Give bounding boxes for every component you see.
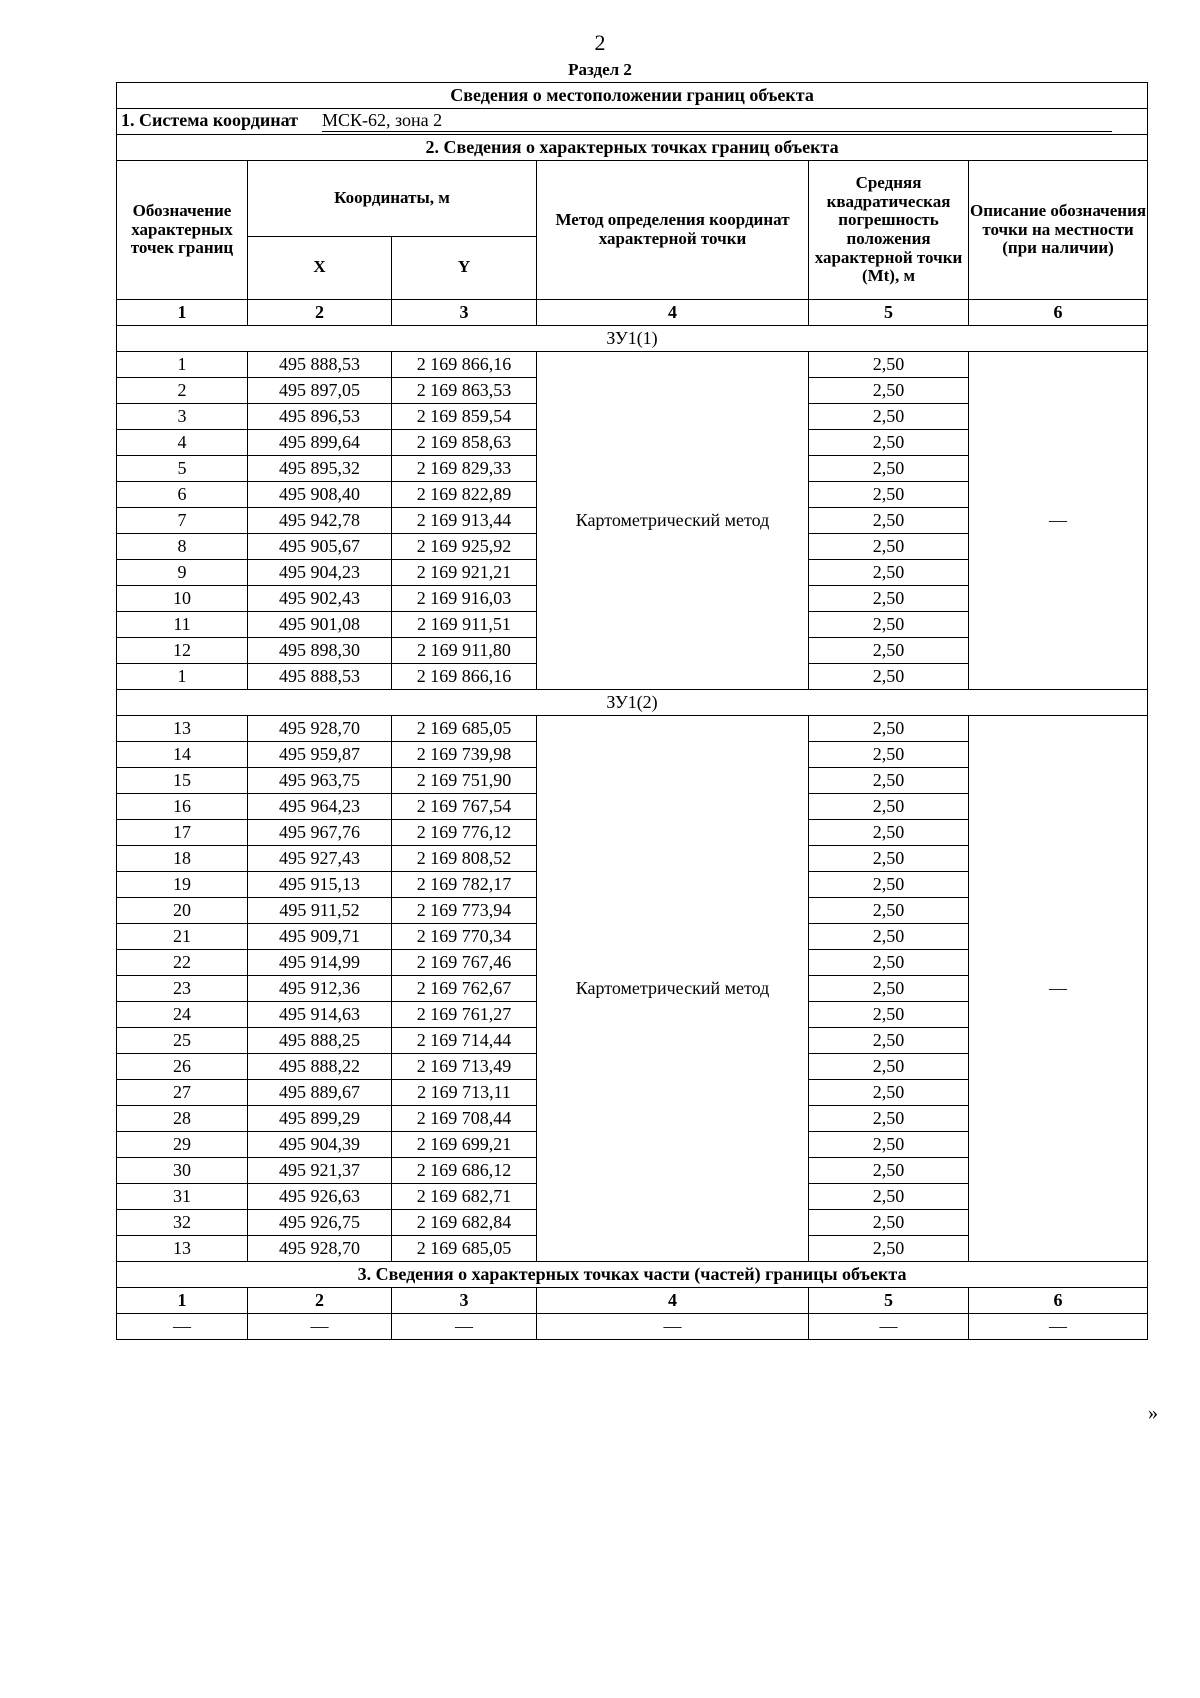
- y-coordinate-cell: 2 169 866,16: [392, 664, 537, 690]
- column-number: 3: [392, 300, 537, 326]
- mean-error-cell: 2,50: [809, 846, 969, 872]
- point-number-cell: 18: [117, 846, 248, 872]
- x-coordinate-cell: 495 898,30: [248, 638, 392, 664]
- point-number-cell: 16: [117, 794, 248, 820]
- x-coordinate-cell: 495 899,29: [248, 1106, 392, 1132]
- header-mean-error: Средняя квадратическая погрешность положения характерной точки (Mt), м: [809, 161, 969, 300]
- boundary-table: [116, 82, 1148, 1340]
- mean-error-cell: 2,50: [809, 716, 969, 742]
- y-coordinate-cell: 2 169 808,52: [392, 846, 537, 872]
- column-numbers-row: [117, 300, 1148, 326]
- x-coordinate-cell: 495 899,64: [248, 430, 392, 456]
- point-number-cell: 21: [117, 924, 248, 950]
- header-x: X: [248, 236, 392, 299]
- y-coordinate-cell: 2 169 913,44: [392, 508, 537, 534]
- y-coordinate-cell: 2 169 767,54: [392, 794, 537, 820]
- table-row: [117, 716, 1148, 742]
- y-coordinate-cell: 2 169 822,89: [392, 482, 537, 508]
- point-number-cell: 31: [117, 1184, 248, 1210]
- mean-error-cell: 2,50: [809, 924, 969, 950]
- column-number: 1: [117, 1288, 248, 1314]
- x-coordinate-cell: 495 964,23: [248, 794, 392, 820]
- mean-error-cell: 2,50: [809, 950, 969, 976]
- y-coordinate-cell: 2 169 685,05: [392, 1236, 537, 1262]
- table-row: [117, 1314, 1148, 1340]
- column-number: 1: [117, 300, 248, 326]
- x-coordinate-cell: 495 908,40: [248, 482, 392, 508]
- coordinate-system-row: [117, 109, 1148, 135]
- header-method: Метод определения координат характерной точки: [537, 161, 809, 300]
- point-number-cell: 26: [117, 1054, 248, 1080]
- x-coordinate-cell: 495 909,71: [248, 924, 392, 950]
- group-name: ЗУ1(1): [117, 326, 1148, 352]
- x-coordinate-cell: 495 911,52: [248, 898, 392, 924]
- mean-error-cell: 2,50: [809, 898, 969, 924]
- point-number-cell: 17: [117, 820, 248, 846]
- y-coordinate-cell: 2 169 686,12: [392, 1158, 537, 1184]
- x-coordinate-cell: 495 927,43: [248, 846, 392, 872]
- y-coordinate-cell: 2 169 921,21: [392, 560, 537, 586]
- y-coordinate-cell: 2 169 739,98: [392, 742, 537, 768]
- point-number-cell: 32: [117, 1210, 248, 1236]
- page-number: 2: [594, 30, 606, 55]
- mean-error-cell: 2,50: [809, 1184, 969, 1210]
- x-coordinate-cell: 495 902,43: [248, 586, 392, 612]
- x-coordinate-cell: 495 959,87: [248, 742, 392, 768]
- x-coordinate-cell: 495 963,75: [248, 768, 392, 794]
- empty-dash-cell: —: [248, 1314, 392, 1340]
- mean-error-cell: 2,50: [809, 1106, 969, 1132]
- x-coordinate-cell: 495 967,76: [248, 820, 392, 846]
- y-coordinate-cell: 2 169 911,80: [392, 638, 537, 664]
- point-number-cell: 25: [117, 1028, 248, 1054]
- mean-error-cell: 2,50: [809, 404, 969, 430]
- y-coordinate-cell: 2 169 858,63: [392, 430, 537, 456]
- mean-error-cell: 2,50: [809, 508, 969, 534]
- header-point-designation: Обозначение характерных точек границ: [117, 161, 248, 300]
- empty-dash-cell: —: [117, 1314, 248, 1340]
- subsection-2-title: 2. Сведения о характерных точках границ объекта: [117, 135, 1148, 161]
- y-coordinate-cell: 2 169 916,03: [392, 586, 537, 612]
- empty-dash-cell: —: [809, 1314, 969, 1340]
- y-coordinate-cell: 2 169 713,49: [392, 1054, 537, 1080]
- column-number: 3: [392, 1288, 537, 1314]
- table-title: Сведения о местоположении границ объекта: [117, 83, 1148, 109]
- y-coordinate-cell: 2 169 713,11: [392, 1080, 537, 1106]
- mean-error-cell: 2,50: [809, 664, 969, 690]
- y-coordinate-cell: 2 169 911,51: [392, 612, 537, 638]
- point-number-cell: 13: [117, 716, 248, 742]
- y-coordinate-cell: 2 169 863,53: [392, 378, 537, 404]
- y-coordinate-cell: 2 169 761,27: [392, 1002, 537, 1028]
- x-coordinate-cell: 495 914,63: [248, 1002, 392, 1028]
- y-coordinate-cell: 2 169 866,16: [392, 352, 537, 378]
- point-number-cell: 1: [117, 352, 248, 378]
- point-number-cell: 23: [117, 976, 248, 1002]
- x-coordinate-cell: 495 888,53: [248, 352, 392, 378]
- mean-error-cell: 2,50: [809, 768, 969, 794]
- closing-quote: »: [1148, 1402, 1158, 1424]
- mean-error-cell: 2,50: [809, 456, 969, 482]
- header-y: Y: [392, 236, 537, 299]
- group-name: ЗУ1(2): [117, 690, 1148, 716]
- column-number: 4: [537, 1288, 809, 1314]
- y-coordinate-cell: 2 169 685,05: [392, 716, 537, 742]
- point-number-cell: 10: [117, 586, 248, 612]
- x-coordinate-cell: 495 888,25: [248, 1028, 392, 1054]
- point-number-cell: 19: [117, 872, 248, 898]
- x-coordinate-cell: 495 942,78: [248, 508, 392, 534]
- mean-error-cell: 2,50: [809, 742, 969, 768]
- point-number-cell: 9: [117, 560, 248, 586]
- y-coordinate-cell: 2 169 773,94: [392, 898, 537, 924]
- x-coordinate-cell: 495 914,99: [248, 950, 392, 976]
- x-coordinate-cell: 495 889,67: [248, 1080, 392, 1106]
- empty-dash-cell: —: [537, 1314, 809, 1340]
- y-coordinate-cell: 2 169 767,46: [392, 950, 537, 976]
- x-coordinate-cell: 495 921,37: [248, 1158, 392, 1184]
- mean-error-cell: 2,50: [809, 352, 969, 378]
- point-number-cell: 8: [117, 534, 248, 560]
- y-coordinate-cell: 2 169 751,90: [392, 768, 537, 794]
- description-cell: —: [969, 716, 1148, 1262]
- description-cell: —: [969, 352, 1148, 690]
- y-coordinate-cell: 2 169 699,21: [392, 1132, 537, 1158]
- x-coordinate-cell: 495 915,13: [248, 872, 392, 898]
- x-coordinate-cell: 495 895,32: [248, 456, 392, 482]
- y-coordinate-cell: 2 169 829,33: [392, 456, 537, 482]
- mean-error-cell: 2,50: [809, 378, 969, 404]
- point-number-cell: 30: [117, 1158, 248, 1184]
- column-numbers-row: [117, 1288, 1148, 1314]
- x-coordinate-cell: 495 896,53: [248, 404, 392, 430]
- y-coordinate-cell: 2 169 859,54: [392, 404, 537, 430]
- point-number-cell: 3: [117, 404, 248, 430]
- x-coordinate-cell: 495 926,63: [248, 1184, 392, 1210]
- y-coordinate-cell: 2 169 782,17: [392, 872, 537, 898]
- group-row: [117, 690, 1148, 716]
- point-number-cell: 14: [117, 742, 248, 768]
- point-number-cell: 12: [117, 638, 248, 664]
- section-title: Раздел 2: [568, 60, 632, 79]
- subsection-3-title: 3. Сведения о характерных точках части (частей) границы объекта: [117, 1262, 1148, 1288]
- mean-error-cell: 2,50: [809, 1054, 969, 1080]
- point-number-cell: 29: [117, 1132, 248, 1158]
- x-coordinate-cell: 495 888,22: [248, 1054, 392, 1080]
- mean-error-cell: 2,50: [809, 820, 969, 846]
- x-coordinate-cell: 495 928,70: [248, 1236, 392, 1262]
- y-coordinate-cell: 2 169 682,71: [392, 1184, 537, 1210]
- mean-error-cell: 2,50: [809, 1002, 969, 1028]
- column-number: 2: [248, 1288, 392, 1314]
- mean-error-cell: 2,50: [809, 1080, 969, 1106]
- mean-error-cell: 2,50: [809, 560, 969, 586]
- point-number-cell: 2: [117, 378, 248, 404]
- point-number-cell: 27: [117, 1080, 248, 1106]
- table-row: [117, 352, 1148, 378]
- point-number-cell: 15: [117, 768, 248, 794]
- x-coordinate-cell: 495 912,36: [248, 976, 392, 1002]
- x-coordinate-cell: 495 926,75: [248, 1210, 392, 1236]
- mean-error-cell: 2,50: [809, 638, 969, 664]
- column-number: 6: [969, 1288, 1148, 1314]
- mean-error-cell: 2,50: [809, 976, 969, 1002]
- group-row: [117, 326, 1148, 352]
- column-number: 5: [809, 300, 969, 326]
- y-coordinate-cell: 2 169 682,84: [392, 1210, 537, 1236]
- method-cell: Картометрический метод: [537, 716, 809, 1262]
- x-coordinate-cell: 495 904,39: [248, 1132, 392, 1158]
- x-coordinate-cell: 495 888,53: [248, 664, 392, 690]
- mean-error-cell: 2,50: [809, 430, 969, 456]
- mean-error-cell: 2,50: [809, 1236, 969, 1262]
- point-number-cell: 28: [117, 1106, 248, 1132]
- point-number-cell: 20: [117, 898, 248, 924]
- x-coordinate-cell: 495 928,70: [248, 716, 392, 742]
- y-coordinate-cell: 2 169 714,44: [392, 1028, 537, 1054]
- coordinate-system-value: МСК-62, зона 2: [322, 111, 1112, 132]
- column-number: 4: [537, 300, 809, 326]
- header-description: Описание обозначения точки на местности (при наличии): [969, 161, 1148, 300]
- mean-error-cell: 2,50: [809, 1158, 969, 1184]
- y-coordinate-cell: 2 169 770,34: [392, 924, 537, 950]
- column-number: 6: [969, 300, 1148, 326]
- mean-error-cell: 2,50: [809, 794, 969, 820]
- x-coordinate-cell: 495 897,05: [248, 378, 392, 404]
- mean-error-cell: 2,50: [809, 586, 969, 612]
- point-number-cell: 1: [117, 664, 248, 690]
- y-coordinate-cell: 2 169 925,92: [392, 534, 537, 560]
- mean-error-cell: 2,50: [809, 482, 969, 508]
- point-number-cell: 4: [117, 430, 248, 456]
- mean-error-cell: 2,50: [809, 1132, 969, 1158]
- y-coordinate-cell: 2 169 762,67: [392, 976, 537, 1002]
- column-number: 2: [248, 300, 392, 326]
- x-coordinate-cell: 495 901,08: [248, 612, 392, 638]
- y-coordinate-cell: 2 169 776,12: [392, 820, 537, 846]
- point-number-cell: 5: [117, 456, 248, 482]
- x-coordinate-cell: 495 904,23: [248, 560, 392, 586]
- mean-error-cell: 2,50: [809, 1028, 969, 1054]
- column-number: 5: [809, 1288, 969, 1314]
- coordinate-system-label: 1. Система координат: [121, 110, 298, 131]
- point-number-cell: 13: [117, 1236, 248, 1262]
- mean-error-cell: 2,50: [809, 534, 969, 560]
- mean-error-cell: 2,50: [809, 872, 969, 898]
- point-number-cell: 6: [117, 482, 248, 508]
- header-coordinates: Координаты, м: [248, 161, 537, 237]
- method-cell: Картометрический метод: [537, 352, 809, 690]
- point-number-cell: 7: [117, 508, 248, 534]
- point-number-cell: 22: [117, 950, 248, 976]
- empty-dash-cell: —: [969, 1314, 1148, 1340]
- point-number-cell: 24: [117, 1002, 248, 1028]
- mean-error-cell: 2,50: [809, 1210, 969, 1236]
- x-coordinate-cell: 495 905,67: [248, 534, 392, 560]
- mean-error-cell: 2,50: [809, 612, 969, 638]
- point-number-cell: 11: [117, 612, 248, 638]
- empty-dash-cell: —: [392, 1314, 537, 1340]
- y-coordinate-cell: 2 169 708,44: [392, 1106, 537, 1132]
